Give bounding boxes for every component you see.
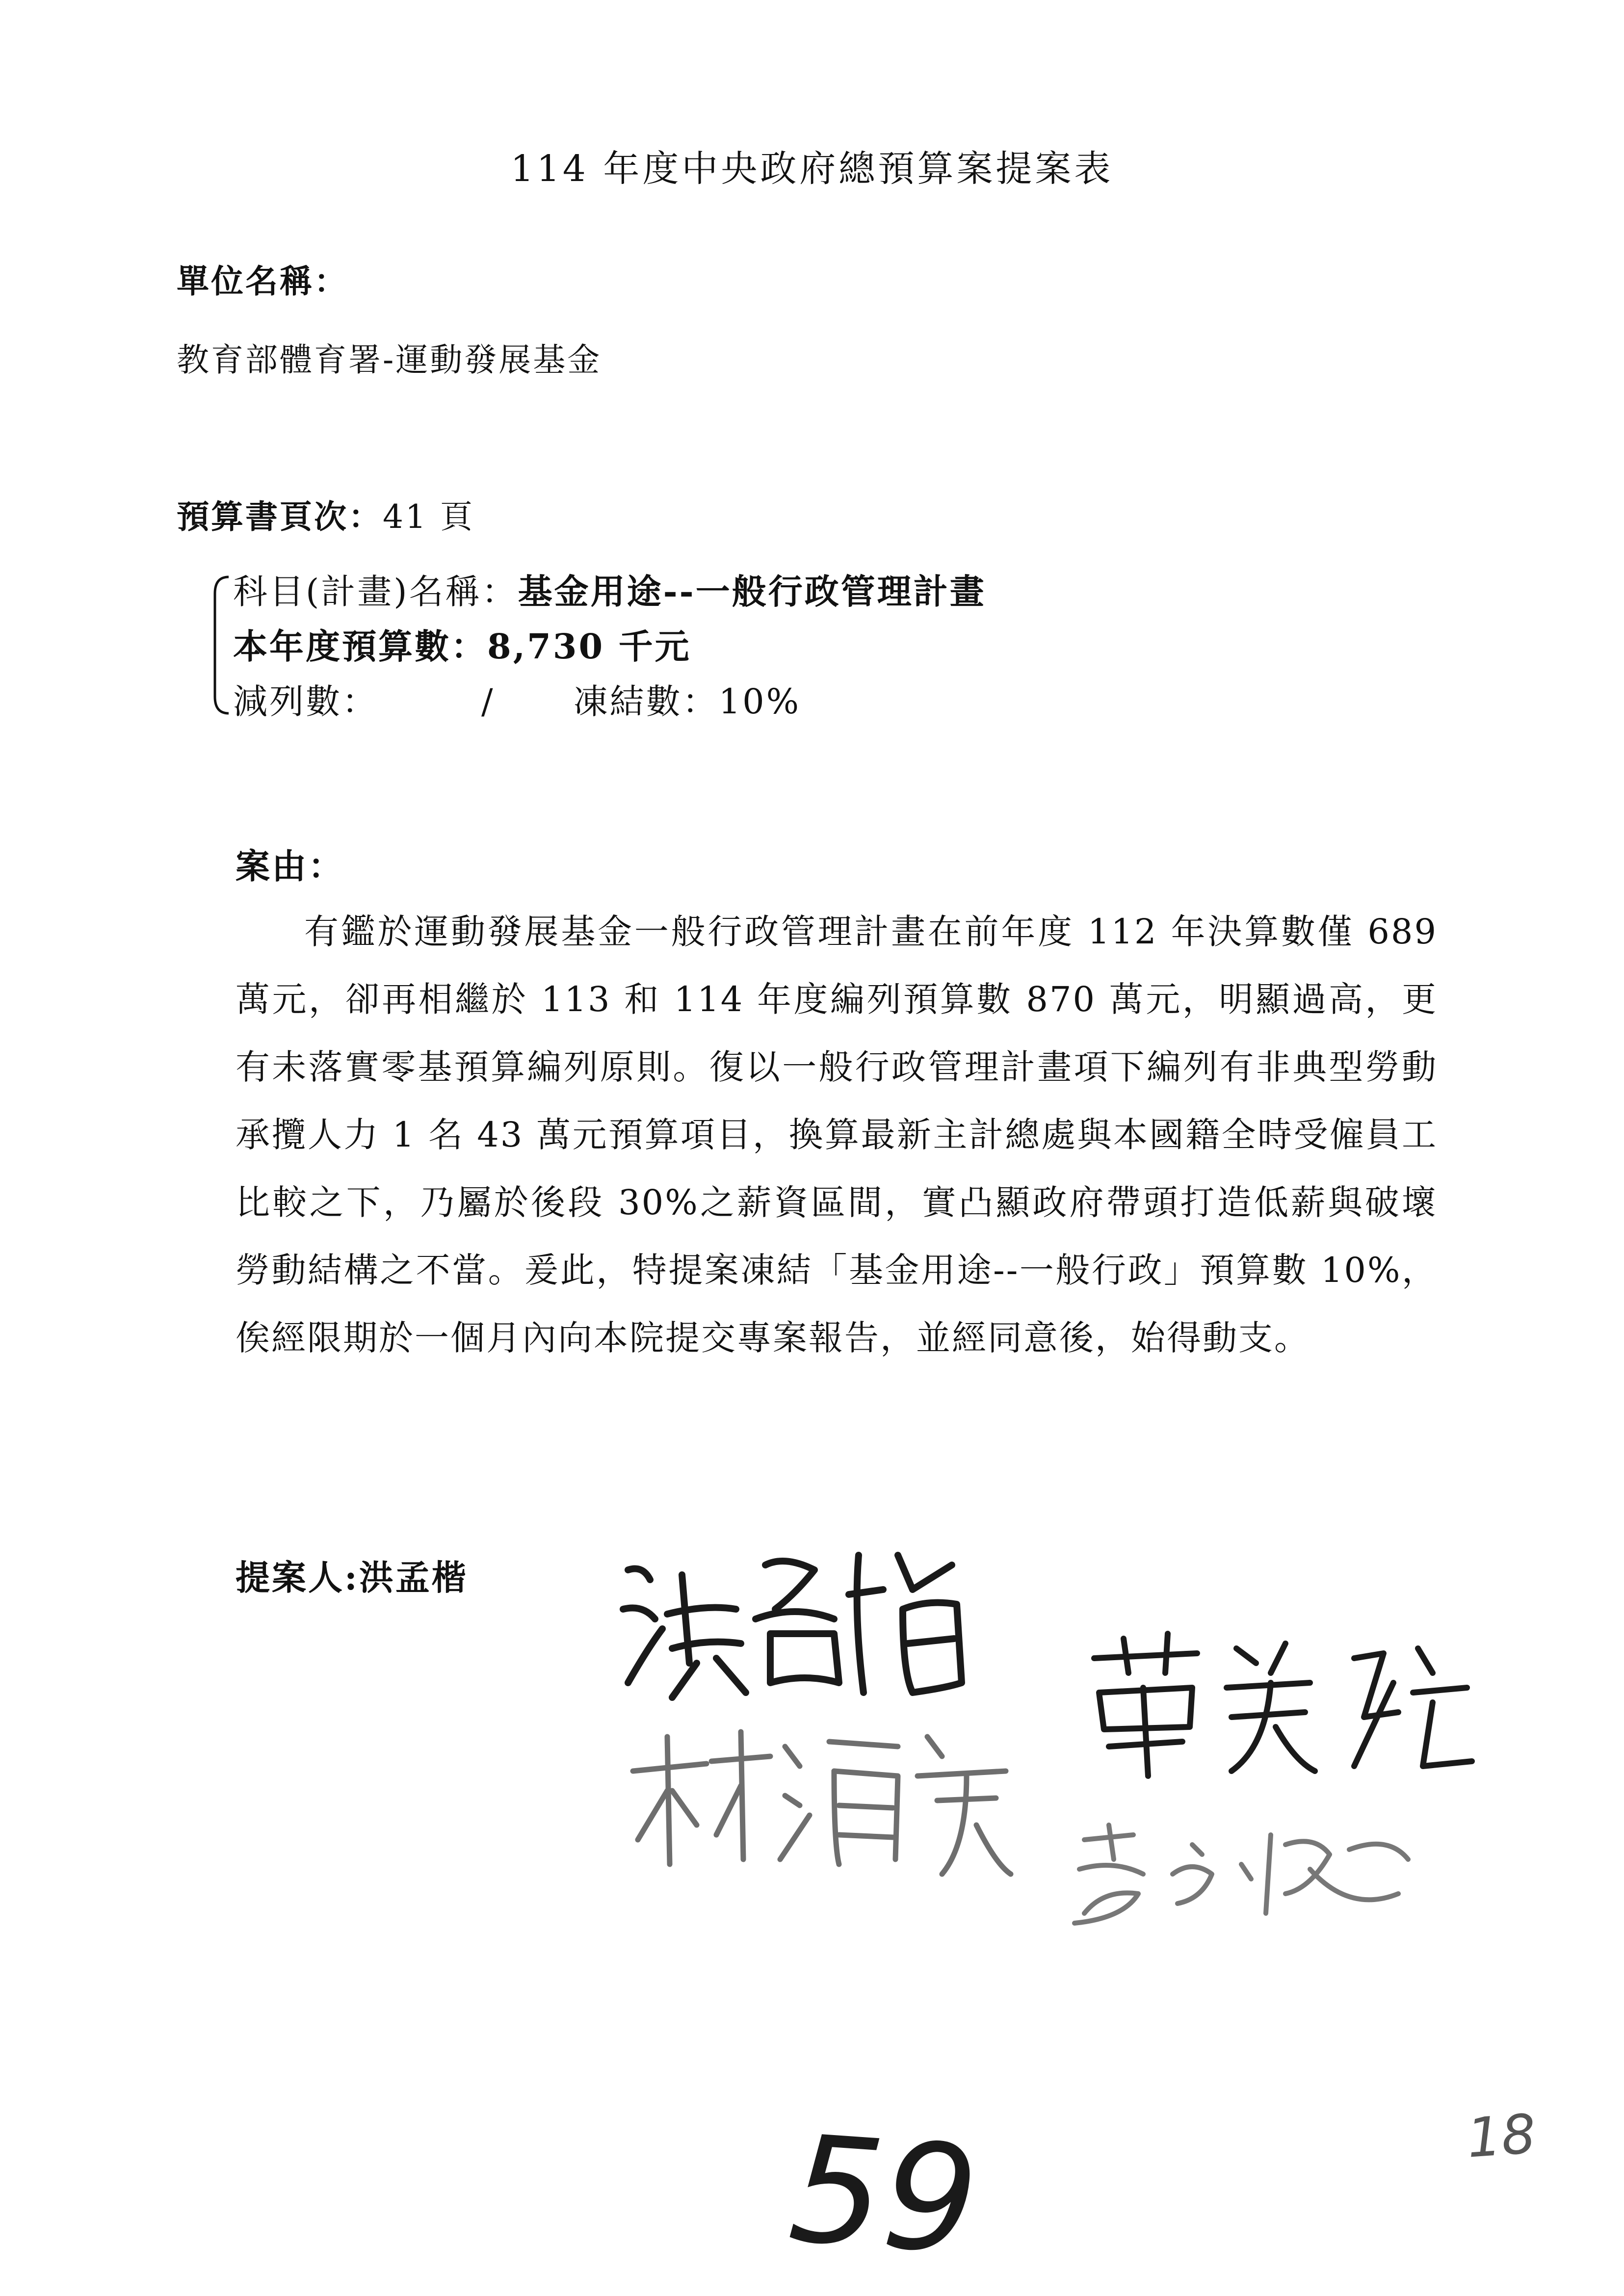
reduction-freeze-row bbox=[233, 674, 986, 729]
page-ref-label: 預算書頁次： bbox=[177, 497, 383, 536]
case-label: 案由： bbox=[236, 846, 344, 887]
reduction-value: / bbox=[481, 681, 495, 722]
freeze-value: 10% bbox=[718, 681, 801, 722]
proposer-label: 提案人: bbox=[236, 1557, 359, 1598]
unit-name-value: 教育部體育署-運動發展基金 bbox=[177, 341, 602, 379]
handwritten-corner-number: 18 bbox=[1465, 2102, 1538, 2170]
handwritten-page-number: 59 bbox=[784, 2103, 983, 2287]
page-ref-value: 41 頁 bbox=[383, 498, 474, 536]
budget-row bbox=[233, 619, 986, 674]
budget-book-page-ref bbox=[177, 491, 474, 537]
subject-label: 科目(計畫)名稱： bbox=[233, 572, 518, 612]
proposer-line bbox=[236, 1550, 468, 1600]
subject-block bbox=[233, 564, 986, 729]
signature-hung-meng-kai bbox=[608, 1536, 991, 1712]
signature-li-yen-hsiu bbox=[1055, 1815, 1428, 1933]
budget-label: 本年度預算數： bbox=[233, 626, 487, 667]
unit-name-label: 單位名稱： bbox=[177, 262, 348, 300]
reduction-label: 減列數： bbox=[233, 681, 378, 722]
freeze-label: 凍結數： bbox=[573, 681, 719, 722]
budget-value: 8,730 千元 bbox=[487, 626, 691, 667]
subject-bracket bbox=[211, 574, 231, 716]
proposer-name: 洪孟楷 bbox=[359, 1557, 468, 1598]
document-title: 114 年度中央政府總預算案提案表 bbox=[510, 148, 1114, 190]
signature-wan-mei-ling bbox=[1079, 1619, 1482, 1781]
subject-row bbox=[233, 564, 986, 619]
subject-value: 基金用途--一般行政管理計畫 bbox=[518, 571, 986, 612]
signature-lin-chien-chi bbox=[623, 1717, 1025, 1884]
case-body-text: 有鑑於運動發展基金一般行政管理計畫在前年度 112 年決算數僅 689 萬元，卻再相繼於 113 和 114 年度編列預算數 870 萬元，明顯過高，更有未落實零基預算編列原則。復以一般行政管理計畫項下編列有非典型勞動承攬人力 1 名 43 萬元預算項目，換算最新主計總處與本國籍全時受僱員工比較之下，乃屬於後段 30%之薪資區間，實凸顯政府帶頭打造低薪與破壞勞動結構之不當。爰此，特提案凍結「基金用途--一般行政」預算數 10%，俟經限期於一個月內向本院提交專案報告，並經同意後，始得動支。 bbox=[236, 912, 1438, 1358]
